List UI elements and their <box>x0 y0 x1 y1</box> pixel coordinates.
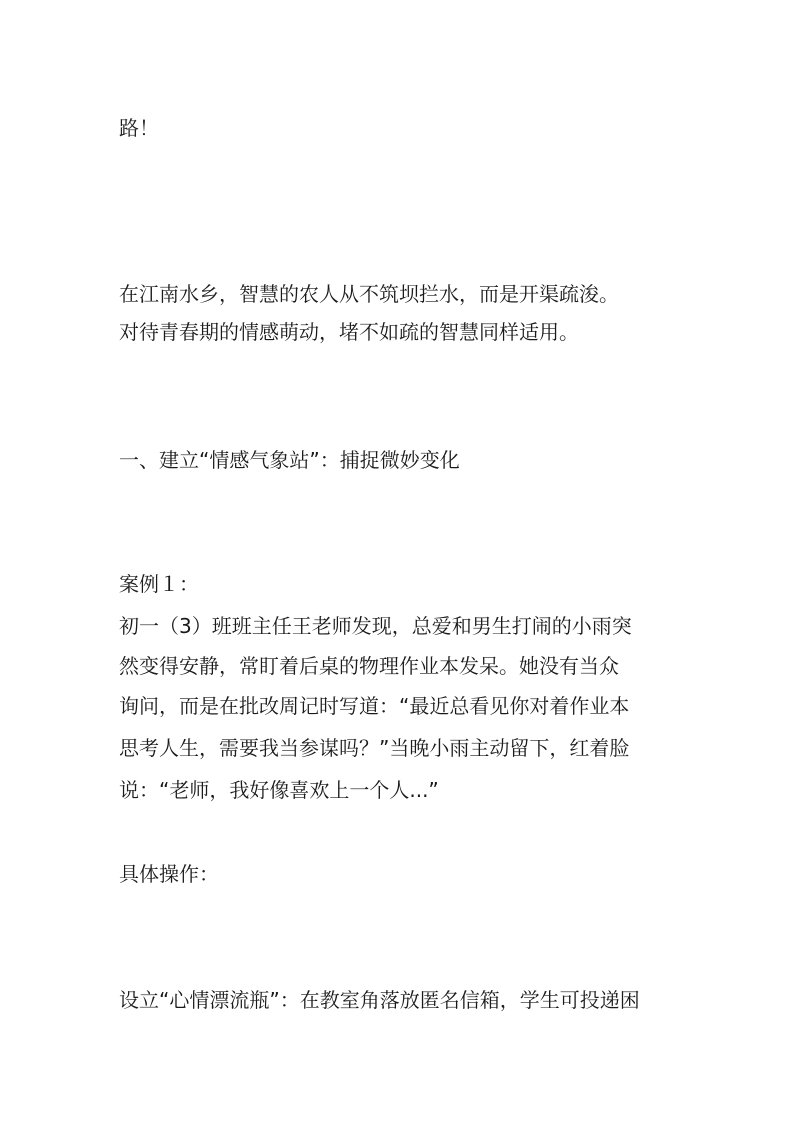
operation-item-line-1: 设立“心情漂流瓶”：在教室角落放匿名信箱，学生可投递困 <box>119 988 640 1012</box>
section-heading: 一、建立“情感气象站”：捕捉微妙变化 <box>119 448 460 472</box>
paragraph-intro-line-2: 对待青春期的情感萌动，堵不如疏的智慧同样适用。 <box>119 320 579 344</box>
text-line-continuation: 路！ <box>119 116 159 140</box>
operations-label: 具体操作： <box>119 862 219 886</box>
case-paragraph-line-1: 初一（3）班班主任王老师发现，总爱和男生打闹的小雨突 <box>119 614 632 638</box>
case-paragraph-line-3: 询问，而是在批改周记时写道：“最近总看见你对着作业本 <box>119 694 630 718</box>
paragraph-intro-line-1: 在江南水乡，智慧的农人从不筑坝拦水，而是开渠疏浚。 <box>119 282 619 306</box>
case-paragraph-line-2: 然变得安静，常盯着后桌的物理作业本发呆。她没有当众 <box>119 654 619 678</box>
case-paragraph-line-5: 说：“老师，我好像喜欢上一个人...” <box>119 778 439 802</box>
case-label: 案例１： <box>119 572 199 596</box>
case-paragraph-line-4: 思考人生，需要我当参谋吗？”当晚小雨主动留下，红着脸 <box>119 736 630 760</box>
